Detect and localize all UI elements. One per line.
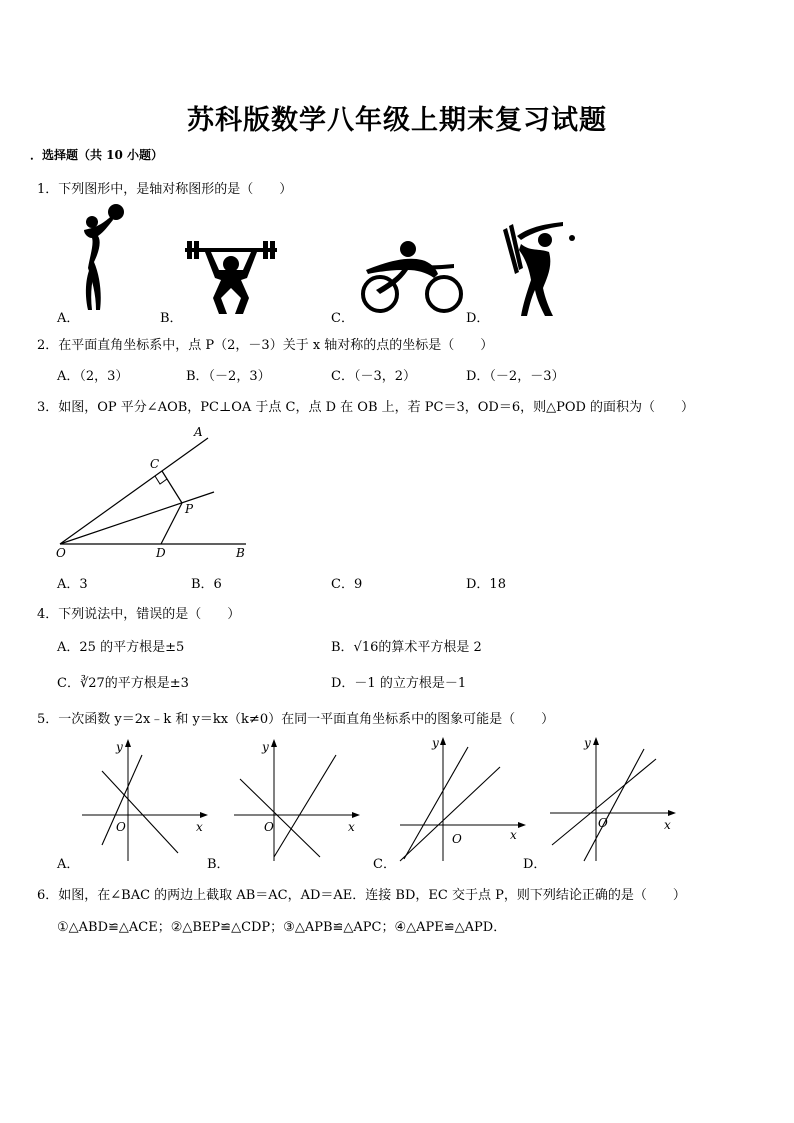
q4-option-b[interactable]: B．√16的算术平方根是 2 xyxy=(331,640,482,655)
q2-option-a[interactable]: A．（2，3） xyxy=(57,369,129,384)
q5a-x-label: x xyxy=(196,820,203,834)
q5-graph-b xyxy=(230,735,362,863)
q5c-origin-label: O xyxy=(452,832,462,846)
q5-graph-c xyxy=(396,733,528,863)
q5c-x-label: x xyxy=(510,828,517,842)
q3-option-d[interactable]: D．18 xyxy=(466,577,506,592)
label-a: A xyxy=(194,425,203,439)
q1-figure-a-basketball-player xyxy=(78,202,130,314)
section-heading: ．选择题（共 10 小题） xyxy=(30,148,164,162)
q5d-y-label: y xyxy=(584,736,591,750)
q2-option-d[interactable]: D．（－2，－3） xyxy=(466,369,565,384)
q5-graph-d xyxy=(546,733,678,863)
q5b-y-label: y xyxy=(262,740,269,754)
q1-option-c[interactable]: C． xyxy=(331,311,354,326)
q1-figure-d-golfer xyxy=(497,218,581,318)
label-d: D xyxy=(156,546,166,560)
q5c-y-label: y xyxy=(432,736,439,750)
question-2-stem: 2．在平面直角坐标系中，点 P（2，－3）关于 x 轴对称的点的坐标是（ ） xyxy=(37,338,494,353)
q2-option-c[interactable]: C．（－3，2） xyxy=(331,369,416,384)
q5a-y-label: y xyxy=(116,740,123,754)
q5-option-a[interactable]: A． xyxy=(57,857,80,872)
q3-option-a[interactable]: A．3 xyxy=(57,577,88,592)
q5b-origin-label: O xyxy=(264,820,274,834)
q5d-x-label: x xyxy=(664,818,671,832)
label-p: P xyxy=(185,502,194,516)
question-1-stem: 1．下列图形中，是轴对称图形的是（ ） xyxy=(37,182,293,197)
q5d-origin-label: O xyxy=(598,816,608,830)
q5a-origin-label: O xyxy=(116,820,126,834)
q1-figure-c-cyclist xyxy=(356,240,470,314)
q3-option-c[interactable]: C．9 xyxy=(331,577,363,592)
q1-option-d[interactable]: D． xyxy=(466,311,490,326)
q1-figure-b-weightlifter xyxy=(183,240,279,318)
q6-conclusions: ①△ABD≌△ACE；②△BEP≌△CDP；③△APB≌△APC；④△APE≌△APD． xyxy=(57,920,507,935)
question-6-stem: 6．如图，在∠BAC 的两边上截取 AB＝AC，AD＝AE．连接 BD，EC 交于点 P，则下列结论正确的是（ ） xyxy=(37,888,686,903)
question-5-stem: 5．一次函数 y＝2x﹣k 和 y＝kx（k≠0）在同一平面直角坐标系中的图象可能是（ ） xyxy=(37,712,555,727)
q4-option-a[interactable]: A．25 的平方根是±5 xyxy=(57,640,185,655)
q5-graph-a xyxy=(78,735,210,863)
q2-option-b[interactable]: B．（－2，3） xyxy=(186,369,271,384)
label-o: O xyxy=(56,546,66,560)
q3-angle-bisector-figure xyxy=(50,420,260,560)
q1-option-a[interactable]: A． xyxy=(57,311,80,326)
q1-option-b[interactable]: B． xyxy=(160,311,183,326)
q5-option-d[interactable]: D． xyxy=(523,857,547,872)
q5-option-b[interactable]: B． xyxy=(207,857,230,872)
page-title: 苏科版数学八年级上期末复习试题 xyxy=(187,105,607,136)
question-4-stem: 4．下列说法中，错误的是（ ） xyxy=(37,607,241,622)
label-c: C xyxy=(150,457,160,471)
q5-option-c[interactable]: C． xyxy=(373,857,396,872)
label-b: B xyxy=(236,546,245,560)
q4-option-c[interactable]: C．∛27的平方根是±3 xyxy=(57,676,189,691)
q5b-x-label: x xyxy=(348,820,355,834)
q4-option-d[interactable]: D．－1 的立方根是－1 xyxy=(331,676,467,691)
q3-option-b[interactable]: B．6 xyxy=(191,577,222,592)
question-3-stem: 3．如图，OP 平分∠AOB，PC⊥OA 于点 C，点 D 在 OB 上，若 PC＝3，OD＝6，则△POD 的面积为（ ） xyxy=(37,400,695,415)
